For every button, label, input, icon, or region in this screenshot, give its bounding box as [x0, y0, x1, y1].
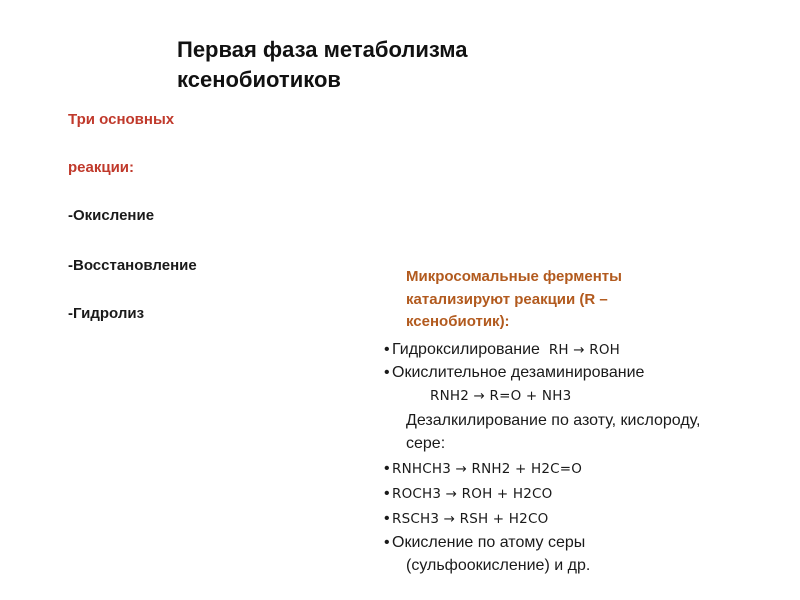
- hydroxylation-formula: RH → ROH: [548, 342, 620, 358]
- microsomal-heading-line-1: Микросомальные ферменты: [406, 268, 622, 285]
- list-item-o-dealkylation: [384, 484, 553, 504]
- title-line-1: Первая фаза метаболизма: [177, 37, 468, 62]
- bullet: •: [384, 341, 390, 358]
- dealkylation-line-2-row: [406, 434, 445, 454]
- sulfoxidation-line-2: (сульфоокисление) и др.: [406, 557, 591, 574]
- list-item-sulfoxidation: [384, 533, 585, 553]
- deamination-formula-line: [430, 386, 571, 406]
- list-item-hydroxylation: [384, 340, 620, 360]
- reaction-reduction: -Восстановление: [68, 257, 197, 274]
- list-item-deamination: [384, 363, 644, 383]
- slide-title: [177, 35, 597, 95]
- dealkylation-line-2: сере:: [406, 435, 446, 452]
- bullet: •: [384, 510, 390, 527]
- bullet: •: [384, 460, 390, 477]
- formula-s-dealkylation: RSCH3 → RSH + H2CO: [392, 511, 549, 527]
- deamination-formula: RNH2 → R=O + NH3: [430, 388, 572, 404]
- reaction-oxidation: -Окисление: [68, 207, 155, 224]
- bullet: •: [384, 534, 390, 551]
- deamination-text: Окислительное дезаминирование: [392, 364, 645, 381]
- reaction-hydrolysis: -Гидролиз: [68, 305, 145, 322]
- bullet: •: [384, 364, 390, 381]
- dealkylation-line-1: Дезалкилирование по азоту, кислороду,: [406, 412, 701, 429]
- list-item-dealkylation: [406, 411, 701, 431]
- microsomal-heading-line-2: катализируют реакции (R –: [406, 290, 608, 308]
- title-line-2: ксенобиотиков: [177, 67, 341, 92]
- list-item-n-dealkylation: [384, 459, 582, 479]
- reactions-heading-line-1: Три основных: [68, 111, 175, 128]
- formula-n-dealkylation: RNHCH3 → RNH2 + H2C=O: [392, 461, 583, 477]
- list-item-s-dealkylation: [384, 509, 548, 529]
- reactions-heading-line-2: реакции:: [68, 159, 135, 176]
- formula-o-dealkylation: ROCH3 → ROH + H2CO: [392, 486, 553, 502]
- bullet: •: [384, 485, 390, 502]
- hydroxylation-text: Гидроксилирование: [392, 341, 540, 358]
- sulfoxidation-line-1: Окисление по атому серы: [392, 534, 586, 551]
- microsomal-heading: [406, 266, 786, 334]
- microsomal-heading-line-3: ксенобиотик):: [406, 313, 510, 330]
- sulfoxidation-line-2-row: [406, 556, 590, 576]
